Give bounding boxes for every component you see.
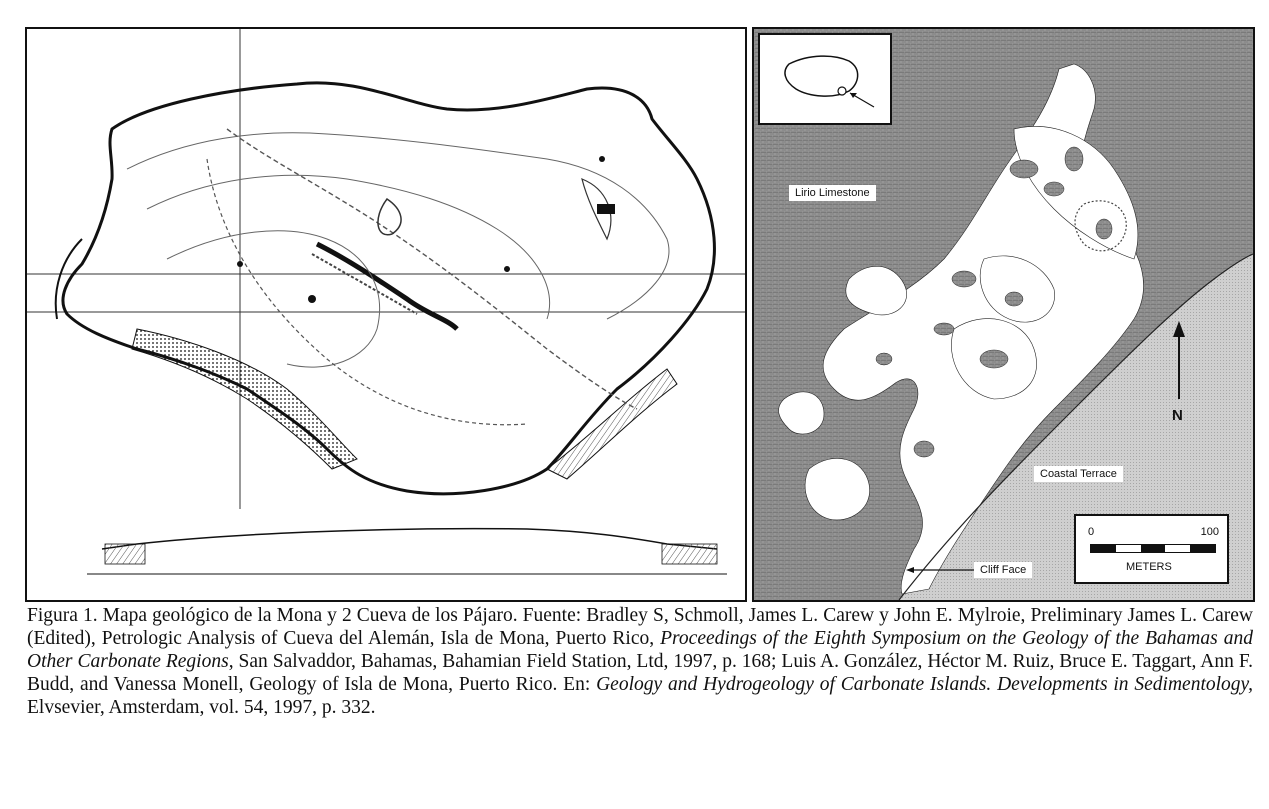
north-label: N <box>1172 407 1183 424</box>
central-escarpment <box>317 244 457 329</box>
caption-text-2: , San Salvaddor, Bahamas, Bahamian Field Station, Ltd, 1997, p. 168; Luis A. González, Héctor M. Ruiz, Bruce E. Taggart, Ann F. Budd, and Vanessa Monell, Geology of Isla de Mona, Puerto Rico. En: <box>27 651 1253 695</box>
cave-marker <box>599 156 605 162</box>
figure-caption <box>27 604 1253 719</box>
caption-text-1: Figura 1. Mapa geológico de la Mona y 2 Cueva de los Pájaro. Fuente: Bradley S, Schmoll, James L. Carew y John E. Mylroie, Preliminary James L. Carew (Edited), Petrologic Analysis of Cueva del Alemán, Isla de Mona, Puerto Rico, <box>27 605 1253 649</box>
sink-contour <box>378 199 401 235</box>
cave-marker <box>308 295 316 303</box>
scale-end-label: 100 <box>1200 526 1219 538</box>
contour-line <box>147 175 550 319</box>
cross-section-left-block <box>105 544 145 564</box>
caption-italic-2: Geology and Hydrogeology of Carbonate Islands. Developments in Sedimentology, <box>596 674 1253 695</box>
scale-bar-box <box>1074 514 1229 584</box>
southeast-coastal-deposit <box>547 369 677 479</box>
cross-section-profile <box>102 529 717 549</box>
inset-locator-box <box>759 34 891 124</box>
geologic-map-mona <box>25 27 747 602</box>
escarpment-detail <box>312 254 417 314</box>
geologic-map-drawing <box>27 29 745 600</box>
scale-start-label: 0 <box>1088 526 1095 538</box>
scale-unit-label: METERS <box>1126 561 1172 573</box>
cave-map <box>752 27 1255 602</box>
road-dashed <box>227 129 637 409</box>
label-lirio-limestone: Lirio Limestone <box>789 185 876 201</box>
cross-section-right-block <box>662 544 717 564</box>
scale-bar <box>1090 544 1216 553</box>
cave-marker <box>504 266 510 272</box>
caption-italic-1: Proceedings of the Eighth Symposium on the Geology of the Bahamas and Other Carbonate Regions <box>27 628 1253 672</box>
dark-patch <box>597 204 615 214</box>
caption-text-3: Elvsevier, Amsterdam, vol. 54, 1997, p. 332. <box>27 697 376 718</box>
label-cliff-face: Cliff Face <box>974 562 1032 578</box>
label-coastal-terrace: Coastal Terrace <box>1034 466 1123 482</box>
inset-location-marker <box>838 87 846 95</box>
southern-coastal-deposit <box>132 329 357 469</box>
cave-marker <box>237 261 243 267</box>
